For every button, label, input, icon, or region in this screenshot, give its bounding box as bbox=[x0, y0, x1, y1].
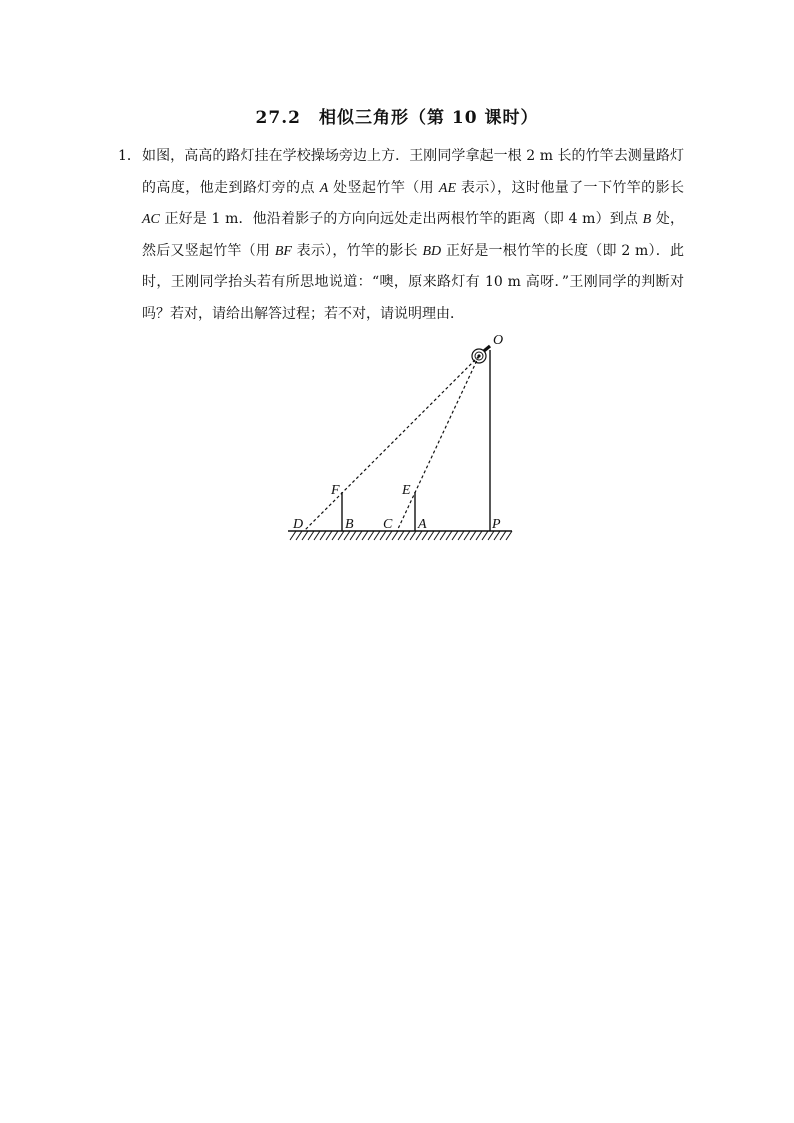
problem-text bbox=[118, 141, 684, 330]
problem-seg: 表示），竹竿的影长 bbox=[291, 242, 423, 259]
figure-svg bbox=[280, 326, 520, 548]
label-P: P bbox=[492, 517, 501, 532]
problem-seg: 处，然后又竖起竹竿（用 bbox=[142, 211, 684, 259]
ground-hatch bbox=[290, 531, 512, 540]
problem-number: 1． bbox=[118, 148, 141, 164]
label-E: E bbox=[402, 483, 411, 498]
ray-OD bbox=[304, 356, 479, 531]
problem-seg: 表示），这时他量了一下竹竿的影长 bbox=[456, 179, 684, 196]
geometry-figure bbox=[280, 326, 520, 548]
var-AE: AE bbox=[438, 180, 457, 196]
label-D: D bbox=[293, 517, 304, 532]
label-O: O bbox=[493, 333, 504, 348]
page-title: 27.2 相似三角形（第 10 课时） bbox=[255, 108, 539, 128]
var-BF: BF bbox=[274, 243, 292, 259]
label-B: B bbox=[345, 517, 354, 532]
problem-seg: 正好是 1 m．他沿着影子的方向向远处走出两根竹竿的距离（即 4 m）到点 bbox=[159, 211, 643, 227]
label-F: F bbox=[331, 483, 340, 498]
label-C: C bbox=[383, 517, 393, 532]
var-B: B bbox=[642, 212, 652, 227]
ray-OC bbox=[397, 356, 479, 531]
label-A: A bbox=[418, 517, 427, 532]
var-BD: BD bbox=[422, 243, 442, 259]
var-AC: AC bbox=[142, 212, 160, 227]
problem-1 bbox=[118, 141, 684, 330]
var-A: A bbox=[319, 180, 329, 196]
problem-seg: 处竖起竹竿（用 bbox=[328, 179, 439, 196]
problem-seg: 正好是一根竹竿的长度（即 2 m）．此时，王刚同学抬头若有所思地说道：“噢，原来路灯有 10 m 高呀．”王刚同学的判断对吗？若对，请给出解答过程；若不对，请说明理由． bbox=[142, 242, 684, 322]
problem-seg: 如图，高高的路灯挂在学校操场旁边上方．王刚同学拿起一根 2 m 长的竹竿去测量路灯的高度，他走到路灯旁的点 bbox=[142, 148, 684, 196]
